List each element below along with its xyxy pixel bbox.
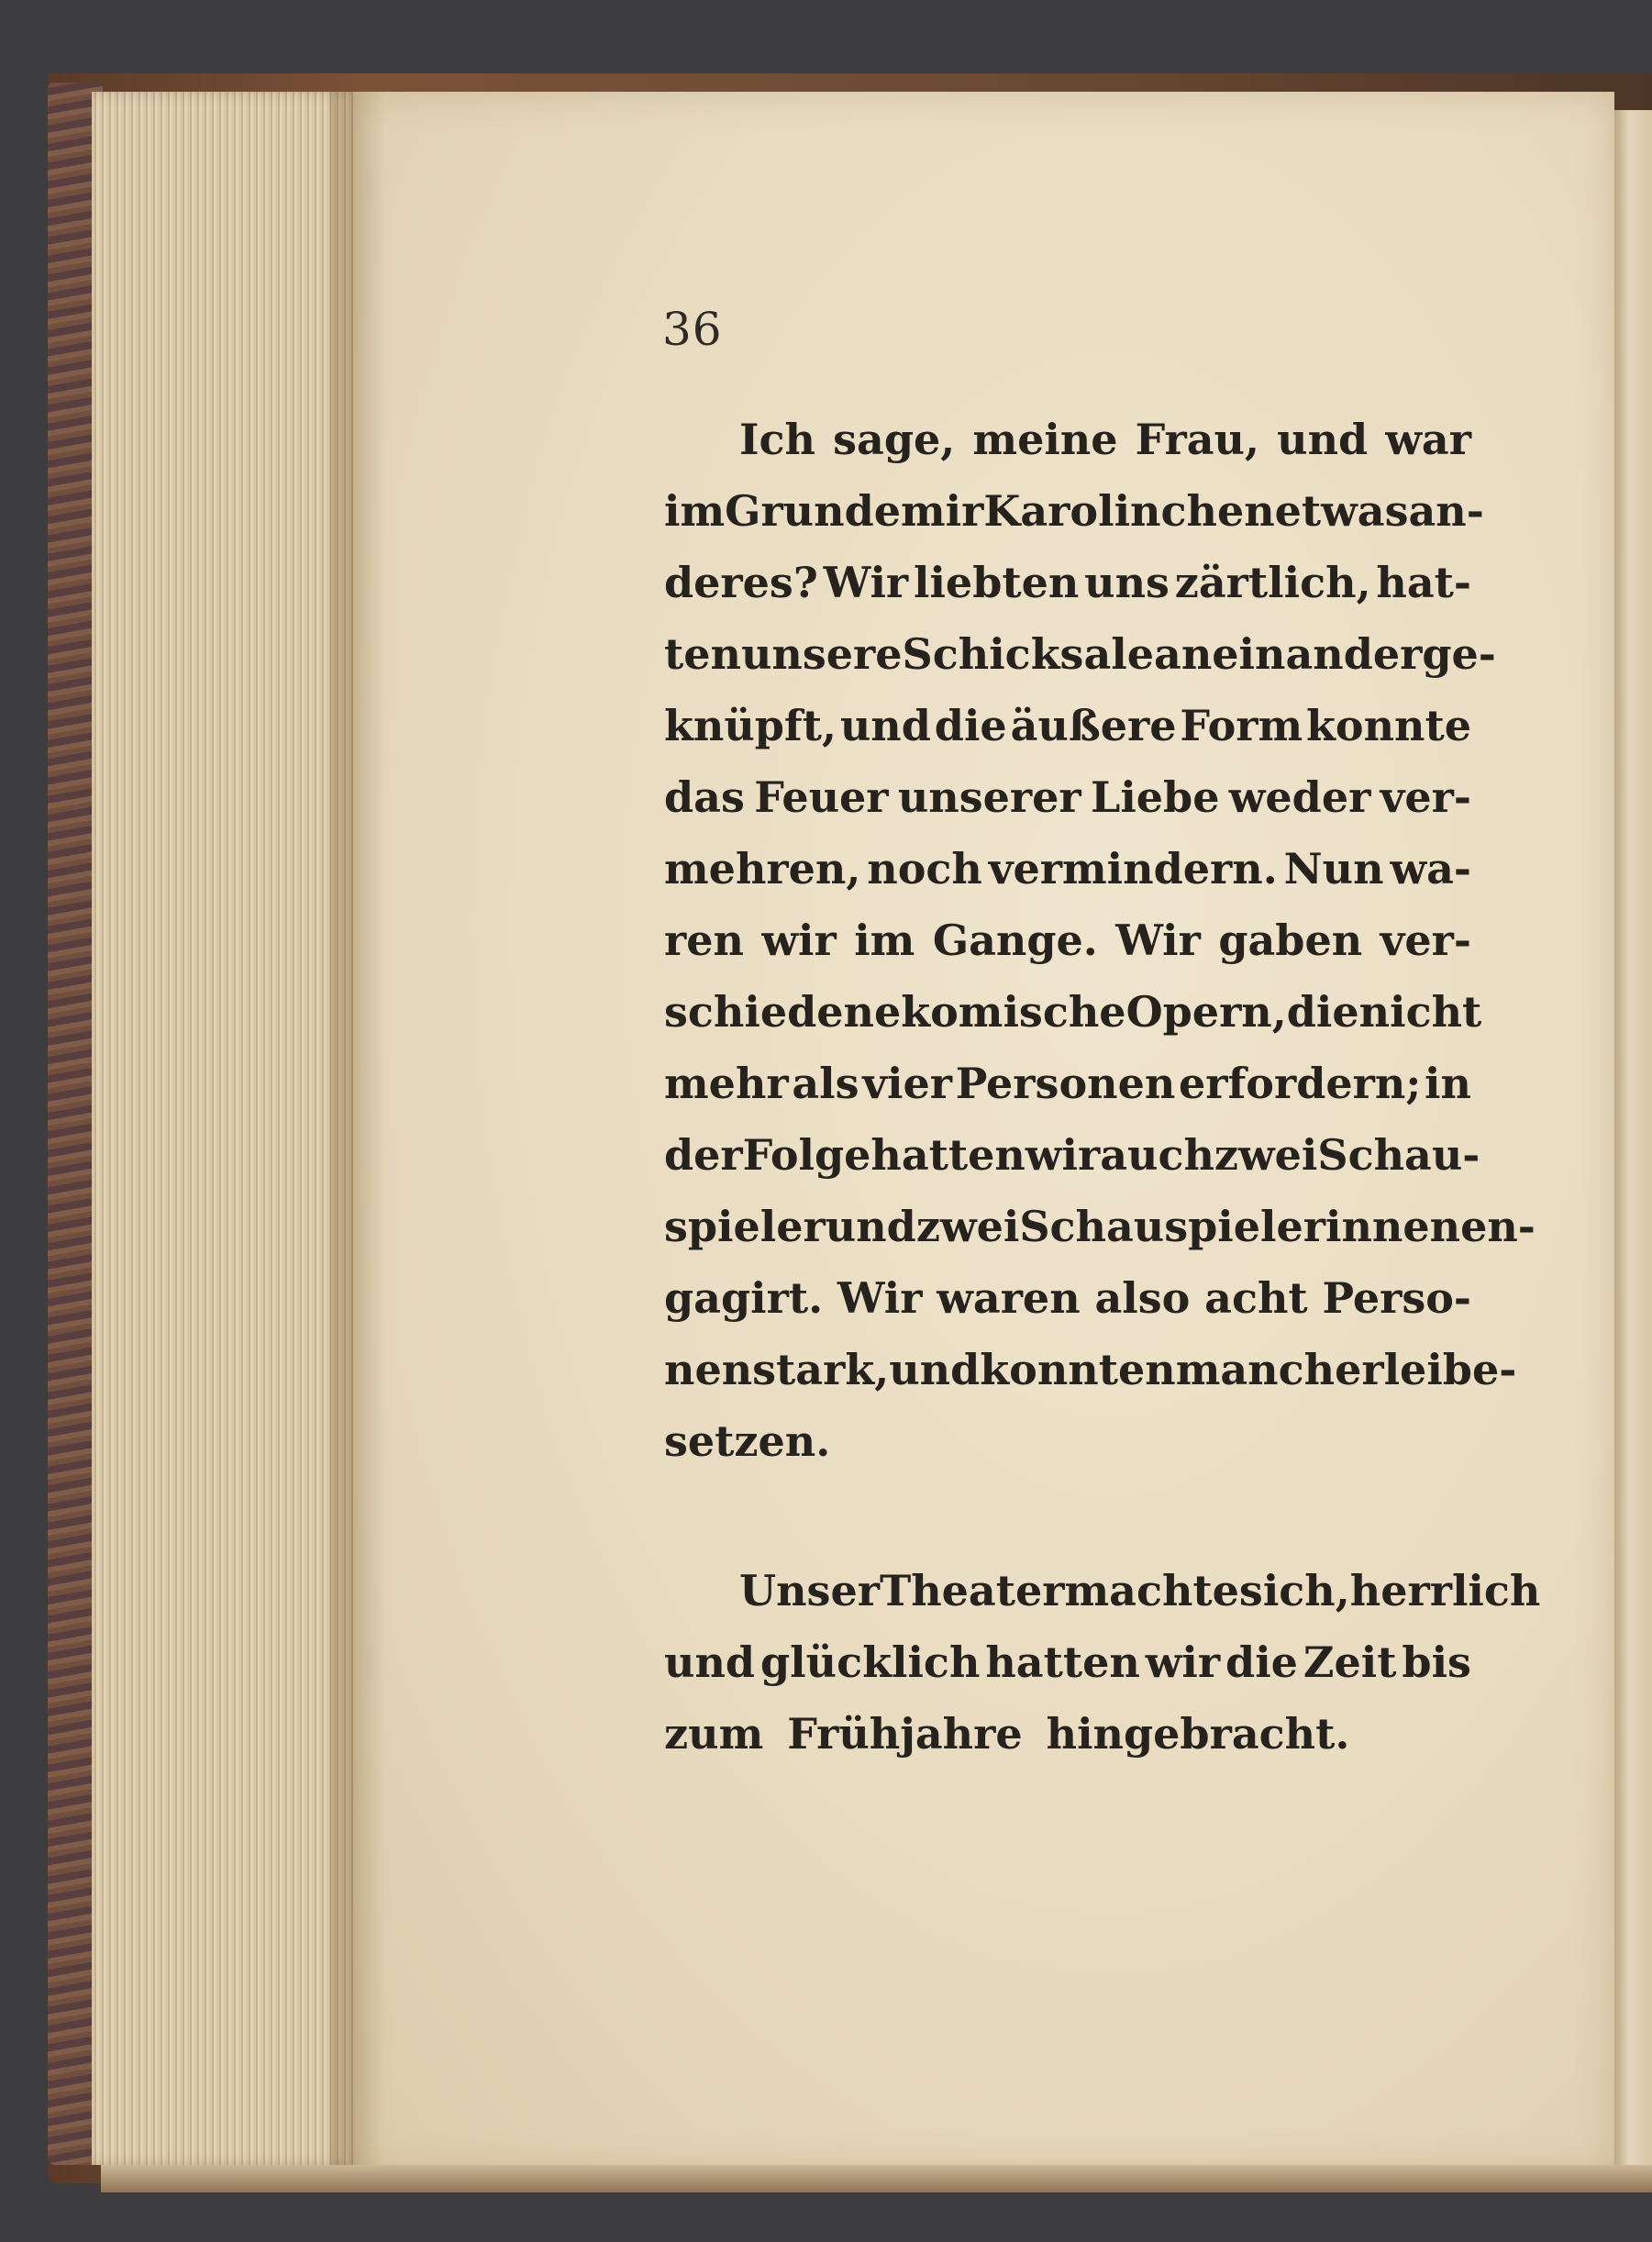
word: wir (761, 916, 837, 965)
word: in (1425, 1059, 1471, 1108)
word: wir (1025, 1130, 1101, 1180)
word: Ich (739, 415, 815, 464)
word: der (664, 1130, 743, 1180)
text-line (664, 547, 1471, 618)
word: Gange. (932, 916, 1098, 965)
bottom-page-edge (101, 2165, 1652, 2192)
word: im (854, 916, 915, 965)
word: stark, (752, 1345, 890, 1394)
text-line (664, 1048, 1471, 1119)
word: äußere (1010, 701, 1177, 750)
word: auch (1100, 1130, 1214, 1180)
text-line (664, 1405, 1471, 1477)
word: etwas (1274, 486, 1409, 536)
word: hingebracht. (1046, 1709, 1350, 1759)
word: hatten (985, 1637, 1140, 1687)
word: Perso- (1322, 1273, 1471, 1323)
word: Unser (739, 1566, 880, 1615)
text-line (664, 761, 1471, 833)
paragraph-2 (664, 1555, 1541, 1770)
word: Personen (955, 1059, 1176, 1108)
word: Form (1180, 701, 1303, 750)
word: komische (901, 987, 1126, 1037)
word: zärtlich, (1174, 558, 1371, 607)
word: zum (664, 1709, 764, 1759)
word: mancherlei (1175, 1345, 1443, 1394)
text-line (664, 976, 1482, 1048)
word: erfordern; (1179, 1059, 1422, 1108)
word: ten (664, 629, 741, 679)
word: und (839, 701, 931, 750)
word: uns (1084, 558, 1170, 607)
word: waren (937, 1273, 1081, 1323)
word: machte (1064, 1566, 1239, 1615)
paragraph-1 (664, 404, 1536, 1477)
text-line (664, 1119, 1480, 1191)
word: herrlich (1349, 1566, 1541, 1615)
word: Wir (823, 558, 909, 607)
word: Theater (879, 1566, 1065, 1615)
word: und (1277, 415, 1369, 464)
word: zwei (915, 1202, 1020, 1251)
word: Nun (1283, 844, 1384, 893)
word: Opern, (1125, 987, 1287, 1037)
word: glücklich (760, 1637, 981, 1687)
word: vier (862, 1059, 952, 1108)
word: an (1154, 629, 1213, 679)
word: war (1385, 415, 1471, 464)
word: die (934, 701, 1007, 750)
word: ver- (1380, 772, 1471, 822)
word: Liebe (1090, 772, 1220, 822)
word: setzen. (664, 1416, 831, 1466)
text-line (664, 1626, 1471, 1698)
word: unserer (897, 772, 1081, 822)
word: liebten (913, 558, 1080, 607)
word: nicht (1358, 987, 1482, 1037)
word: ver- (1380, 916, 1471, 965)
word: Folge (742, 1130, 871, 1180)
text-line (664, 833, 1471, 905)
word: deres? (664, 558, 818, 607)
word: mehr (664, 1059, 789, 1108)
word: als (792, 1059, 859, 1108)
word: meine (972, 415, 1118, 464)
word: Karolinchen (983, 486, 1275, 536)
word: Frau, (1135, 415, 1259, 464)
word: gagirt. (664, 1273, 824, 1323)
word: ren (664, 916, 744, 965)
word: nen (664, 1345, 753, 1394)
word: ge- (1422, 629, 1496, 679)
word: sage, (833, 415, 956, 464)
word: mir (901, 486, 984, 536)
gutter-shadow (330, 92, 385, 2165)
word: und (664, 1637, 756, 1687)
text-line (664, 905, 1471, 976)
word: knüpft, (664, 701, 837, 750)
text-line (664, 618, 1496, 690)
word: Grunde (725, 486, 901, 536)
text-line (664, 1555, 1541, 1626)
word: wir (1145, 1637, 1221, 1687)
word: spieler (664, 1202, 826, 1251)
word: die (1286, 987, 1359, 1037)
word: das (664, 772, 745, 822)
word: Zeit (1303, 1637, 1397, 1687)
text-line (664, 1698, 1471, 1770)
word: wa- (1390, 844, 1471, 893)
word: unsere (740, 629, 903, 679)
word: konnte (1306, 701, 1471, 750)
text-line (664, 1191, 1536, 1262)
word: an- (1408, 486, 1484, 536)
word: gaben (1218, 916, 1363, 965)
word: im (664, 486, 726, 536)
word: weder (1228, 772, 1371, 822)
facing-page-edge (1614, 110, 1652, 2174)
word: konnten (980, 1345, 1176, 1394)
word: Schauspielerinnen (1019, 1202, 1461, 1251)
word: Frühjahre (787, 1709, 1023, 1759)
word: Feuer (754, 772, 889, 822)
text-line (664, 1262, 1471, 1334)
word: be- (1442, 1345, 1517, 1394)
word: die (1225, 1637, 1298, 1687)
word: und (889, 1345, 981, 1394)
word: und (825, 1202, 916, 1251)
word: also (1094, 1273, 1191, 1323)
word: sich, (1238, 1566, 1350, 1615)
word: schiedene (664, 987, 902, 1037)
page-number: 36 (662, 303, 723, 356)
word: einander (1212, 629, 1423, 679)
word: noch (867, 844, 982, 893)
word: hat- (1376, 558, 1471, 607)
word: acht (1204, 1273, 1308, 1323)
word: hatten (870, 1130, 1026, 1180)
word: Wir (1115, 916, 1201, 965)
word: Schicksale (902, 629, 1155, 679)
word: Schau- (1317, 1130, 1480, 1180)
word: en- (1460, 1202, 1536, 1251)
text-line (664, 404, 1471, 475)
word: bis (1402, 1637, 1471, 1687)
word: Wir (837, 1273, 923, 1323)
text-line (664, 690, 1471, 761)
text-line (664, 475, 1484, 547)
page-edges (92, 92, 358, 2165)
word: zwei (1214, 1130, 1318, 1180)
text-line (664, 1334, 1517, 1405)
word: mehren, (664, 844, 861, 893)
word: vermindern. (988, 844, 1278, 893)
